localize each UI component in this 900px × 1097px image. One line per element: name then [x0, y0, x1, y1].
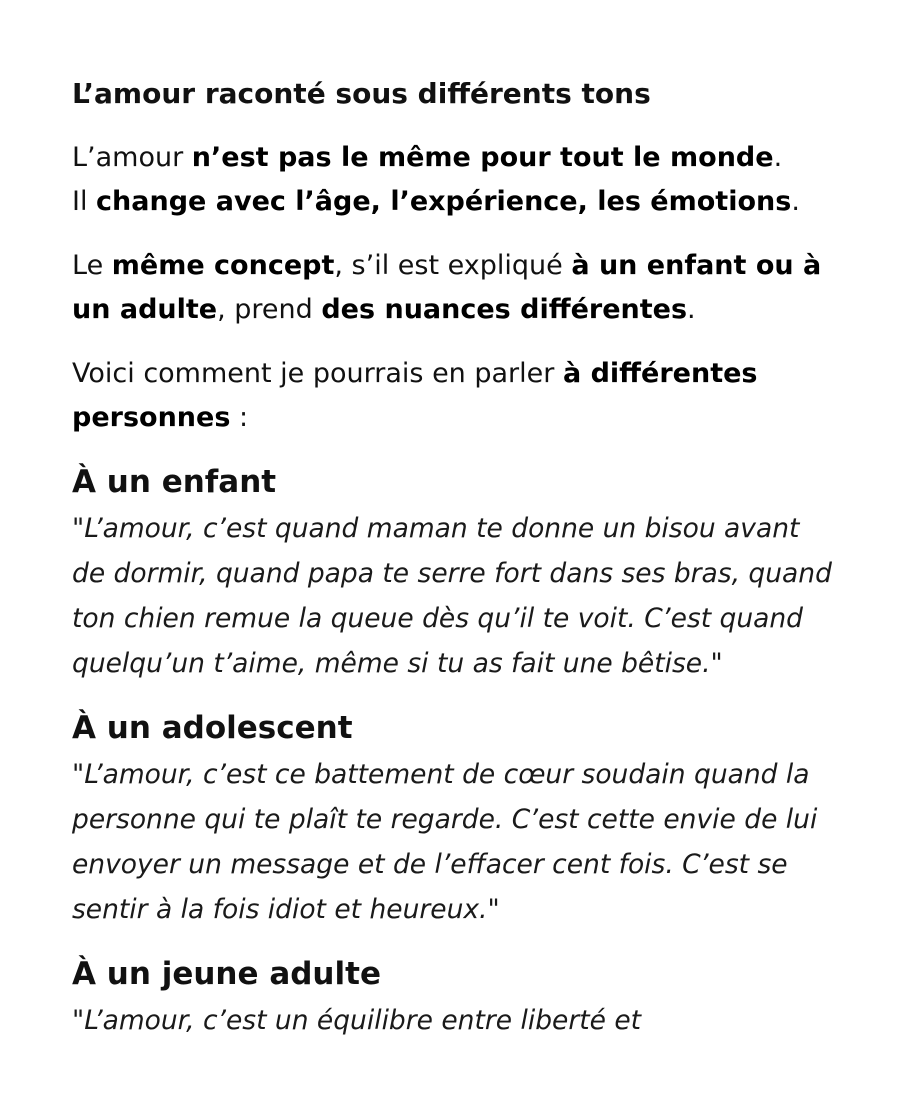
document-title: L’amour raconté sous différents tons: [72, 77, 651, 110]
emphasized-text-run: n’est pas le même pour tout le monde: [191, 142, 774, 173]
section-quote: "L’amour, c’est un équilibre entre liberté et: [72, 1005, 642, 1036]
intro-paragraph: [72, 136, 840, 224]
section-teenager: [72, 706, 840, 932]
section-young-adult: [72, 952, 840, 1043]
text-run: :: [230, 402, 249, 433]
section-heading: À un enfant: [72, 464, 277, 500]
emphasized-text-run: des nuances différentes: [321, 294, 688, 325]
text-run: Il: [72, 186, 97, 217]
text-run: Voici comment je pourrais en parler: [72, 358, 563, 389]
text-run: L’amour: [72, 142, 192, 173]
emphasized-text-run: même concept: [111, 250, 335, 281]
text-run: Le: [72, 250, 112, 281]
section-heading: À un adolescent: [72, 710, 353, 746]
emphasized-text-run: change avec l’âge, l’expérience, les émotions: [96, 186, 792, 217]
emphasized-text-run: à différentes personnes: [72, 358, 758, 433]
text-run: .: [791, 186, 800, 217]
section-heading: À un jeune adulte: [72, 956, 381, 992]
text-run: , prend: [217, 294, 322, 325]
text-run: , s’il est expliqué: [334, 250, 572, 281]
emphasized-text-run: à un enfant ou à un adulte: [72, 250, 822, 325]
text-run: .: [773, 142, 783, 173]
text-run: .: [687, 294, 696, 325]
section-child: [72, 460, 840, 686]
section-quote: "L’amour, c’est ce battement de cœur soudain quand la personne qui te plaît te regarde. C’est cette envie de lui envoyer un message et de l’effacer cent fois. C’est se sentir à la fois idiot et heureux.": [72, 759, 818, 925]
section-quote: "L’amour, c’est quand maman te donne un bisou avant de dormir, quand papa te serre fort dans ses bras, quand ton chien remue la queue dès qu’il te voit. C’est quand quelqu’un t’aime, même si tu as fait une bêtise.": [72, 513, 832, 679]
lead-in-paragraph: [72, 352, 840, 440]
concept-paragraph: [72, 244, 840, 332]
